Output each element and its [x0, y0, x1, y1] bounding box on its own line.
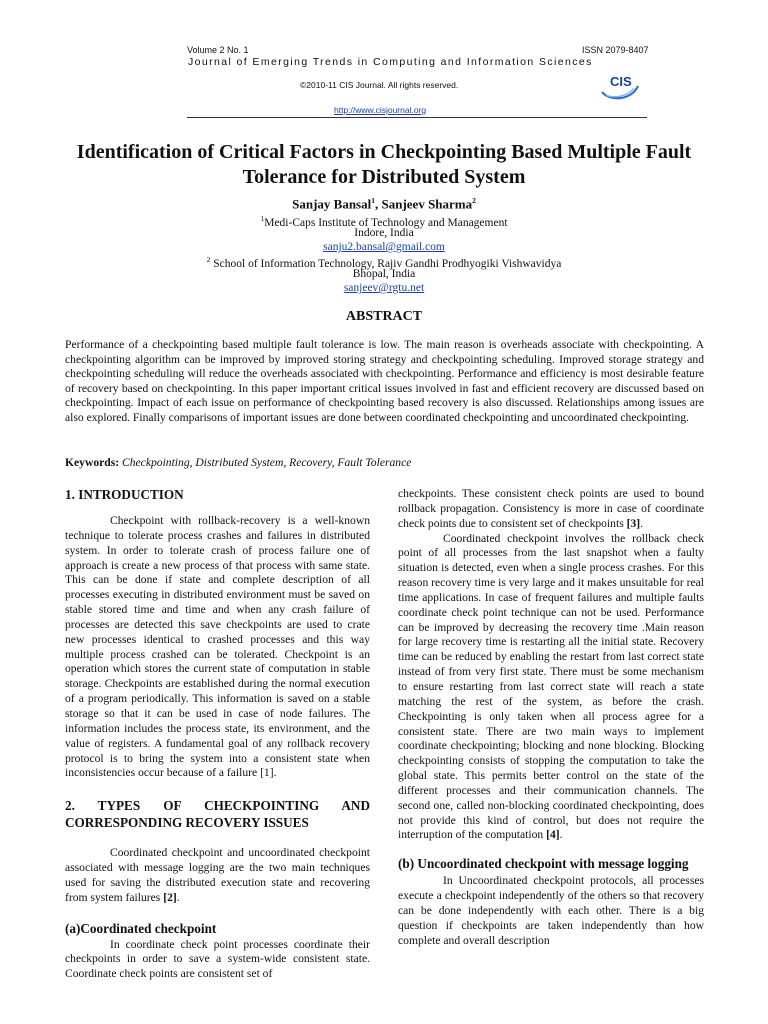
right-paragraph-2-text: Coordinated checkpoint involves the rollback check point of all processes from the last snapshot when a faulty situation is detected, even when a single process crashes. For this reason recovery time is very large and it makes unsuitable for real time applications. In case of frequent failures and multiple faults coordinate check point technique can not be used. Performance can be improved by decreasing the recovery time .Main reason for large recovery time is restarting all the initial state. Recovery time can be reduced by enabling the restart from last correct state instead of from very first state. There must be some mechanism to ensure restarting from last correct state will reach a state matching the rest of the system, as before the crash. Checkpointing is only taken when all process agree for a consistent state. There are two main ways to implement coordinate checkpointing; blocking and none blocking. Blocking checkpointing consists of stopping the computation to take the global state. This permits better control on the state of the different processes and their communication channels. The second one, called non-blocking coordinated checkpointing, does not provide this kind of control, but does not require the interruption of the computation	[398, 531, 704, 842]
section-2-paragraph-text: Coordinated checkpoint and uncoordinated checkpoint associated with message logging are the two main techniques used for saving the distributed execution state and recovering from system failures	[65, 846, 370, 904]
section-1-heading: 1. INTRODUCTION	[65, 487, 184, 502]
affiliation-mark: 1	[260, 214, 265, 223]
author-separator: ,	[374, 196, 382, 212]
section-2-heading: 2. TYPES OF CHECKPOINTING AND CORRESPONDING RECOVERY ISSUES	[65, 798, 370, 831]
author-affiliation-mark: 1	[371, 196, 375, 205]
cis-logo	[598, 66, 642, 102]
author-name: Sanjeev Sharma	[381, 196, 473, 212]
right-paragraph-1-text: checkpoints. These consistent check points are used to bound rollback propagation. Consistency is more in case of coordinate check points due to consistent set of checkpoints	[398, 487, 704, 530]
right-column	[398, 487, 704, 948]
journal-header	[0, 0, 768, 125]
right-paragraph-1	[398, 487, 704, 532]
journal-name: Journal of Emerging Trends in Computing and Information Sciences	[188, 56, 593, 68]
journal-url-link[interactable]: http://www.cisjournal.org	[334, 105, 427, 115]
affiliation-2-place: Bhopal, India	[352, 268, 416, 280]
section-1-paragraph: Checkpoint with rollback-recovery is a well-known technique to tolerate process crashes and failures in distributed system. In order to tolerate crash of process failure one of approach is create a new process of that process with same state. This can be done if state and complete description of all processes executing in distributed environment must be saved on stable stored time and time and when any crash failure of processes are detected this save checkpoints are used to crate new processes identical to crashed processes and this way multiple process crashed can be tolerated. Checkpoint is an operation which stores the current state of computation in stable storage. Checkpoints are established during the normal execution of a program periodically. This information is saved on a stable storage so that it can be used in case of node failures. The information includes the process state, its environment, and the value of registers. A fundamental goal of any rollback recovery protocol is to bring the system into a consistent state when inconsistencies occur because of a failure [1].	[65, 514, 370, 780]
subsection-b-paragraph: In Uncoordinated checkpoint protocols, all processes execute a checkpoint independently of the others so that recovery can be done independently with each other. There is a big question if checkpoints are taken independently than how complete and overall description	[398, 874, 704, 947]
citation: [3]	[626, 516, 641, 530]
sentence-end: .	[640, 516, 644, 530]
affiliation-1-place: Indore, India	[354, 227, 414, 239]
affiliation-org: School of Information Technology, Rajiv Gandhi Prodhyogiki Vishwavidya	[210, 257, 562, 270]
issn-label: ISSN 2079-8407	[582, 45, 649, 55]
volume-label: Volume 2 No. 1	[187, 45, 249, 55]
header-divider	[187, 117, 647, 118]
author-email-link[interactable]: sanju2.bansal@gmail.com	[323, 241, 445, 253]
cis-logo-text: CIS	[610, 74, 632, 89]
affiliation-1-email-row	[100, 240, 668, 254]
copyright-notice: ©2010-11 CIS Journal. All rights reserved.	[300, 80, 459, 90]
keywords-list: Checkpointing, Distributed System, Recovery, Fault Tolerance	[119, 456, 412, 469]
subsection-a-paragraph: In coordinate check point processes coordinate their checkpoints in order to save a system-wide consistent state. Coordinate check points are consistent set of	[65, 937, 370, 981]
author-email-link[interactable]: sanjeev@rgtu.net	[343, 282, 425, 294]
section-2-paragraph	[65, 846, 370, 905]
citation: [2]	[163, 890, 177, 904]
author-affiliation-mark: 2	[472, 196, 476, 205]
abstract-text: Performance of a checkpointing based multiple fault tolerance is low. The main reason is overheads associate with checkpointing. A checkpointing algorithm can be improved by improved storing strategy and checkpointing scheduling. Improved storage strategy and checkpointing scheduling will reduce the overheads associated with checkpointing. Performance and efficiency is most desirable feature of recovery based on checkpointing. In this paper important critical issues involved in fast and efficient recovery are discussed based on checkpointing. Impact of each issue on performance of checkpointing based recovery is also discussed. Relationships among issues are also explored. Finally comparisons of important issues are done between coordinated checkpointing and uncoordinated checkpointing.	[65, 338, 704, 424]
author-list	[100, 196, 668, 212]
abstract-heading: ABSTRACT	[345, 309, 423, 324]
keywords-label: Keywords:	[65, 456, 120, 469]
paper-title: Identification of Critical Factors in Checkpointing Based Multiple Fault Tolerance for Distributed System	[76, 141, 692, 188]
right-paragraph-2	[398, 532, 704, 844]
keywords-line	[65, 456, 704, 469]
subsection-a-heading: (a)Coordinated checkpoint	[65, 920, 217, 936]
sentence-end: .	[559, 828, 563, 842]
subsection-b-heading: (b) Uncoordinated checkpoint with message logging	[398, 856, 689, 872]
author-name: Sanjay Bansal	[292, 196, 372, 212]
left-column	[65, 486, 370, 982]
affiliation-2-email-row	[100, 281, 668, 295]
affiliation-mark: 2	[206, 255, 211, 264]
citation: [4]	[546, 828, 560, 842]
sentence-end: .	[176, 890, 180, 904]
affiliation-org: Medi-Caps Institute of Technology and Management	[264, 216, 508, 229]
